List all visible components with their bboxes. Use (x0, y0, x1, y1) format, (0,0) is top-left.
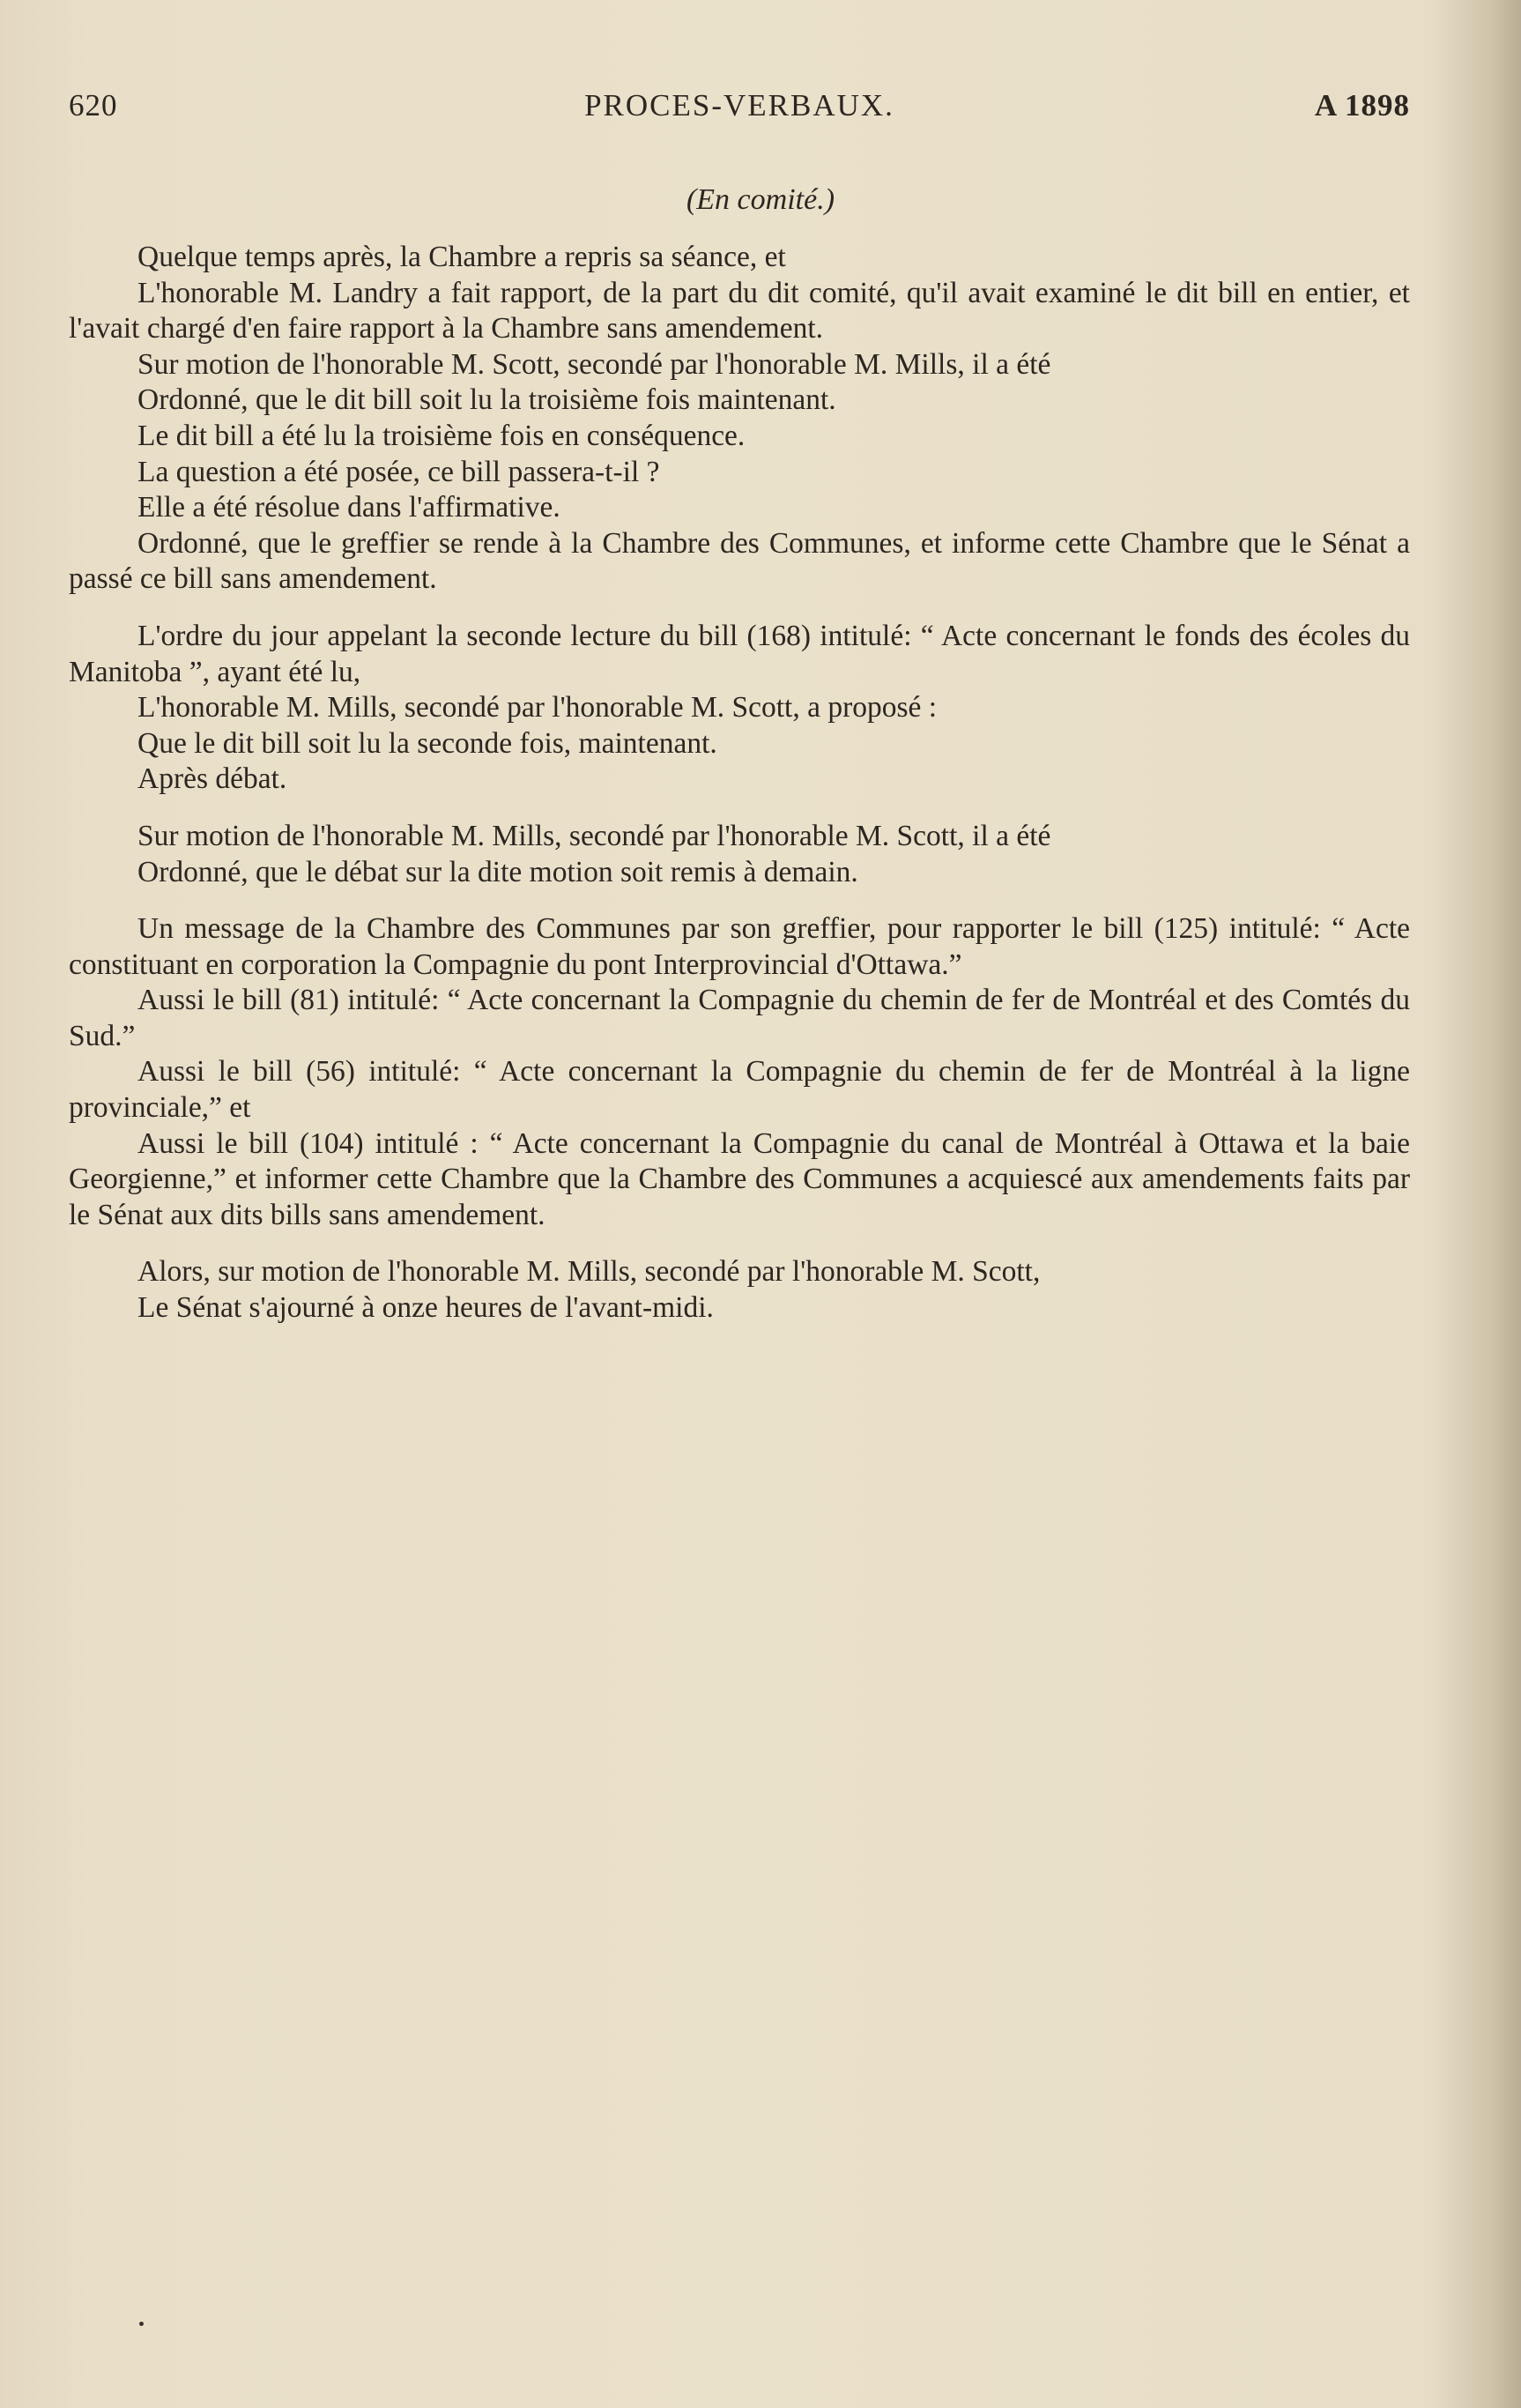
running-title: PROCES-VERBAUX. (584, 88, 894, 123)
paragraph: Alors, sur motion de l'honorable M. Mills, secondé par l'honorable M. Scott, (137, 1255, 1041, 1289)
paragraph: L'honorable M. Mills, secondé par l'honorable M. Scott, a proposé : (137, 691, 938, 725)
sessional-year: A 1898 (1314, 88, 1410, 123)
page-number: 620 (69, 88, 118, 123)
section-subheading: (En comité.) (686, 183, 835, 216)
paragraph: Que le dit bill soit lu la seconde fois, maintenant. (137, 726, 717, 760)
paragraph: Ordonné, que le greffier se rende à la Chambre des Communes, et informe cette Chambre que le Sénat a passé ce bill sans amendement. (69, 526, 1410, 596)
paragraph: Aussi le bill (104) intitulé : “ Acte concernant la Compagnie du canal de Montréal à Ottawa et la baie Georgienne,” et informer cette Chambre que la Chambre des Communes a acquiescé aux amendements faits par le Sénat aux dits bills sans amendement. (69, 1126, 1410, 1231)
body-text (69, 240, 1410, 1327)
paragraph: Aussi le bill (81) intitulé: “ Acte concernant la Compagnie du chemin de fer de Montréal et des Comtés du Sud.” (69, 984, 1410, 1052)
ink-speck (139, 2322, 144, 2326)
paragraph: Le dit bill a été lu la troisième fois en conséquence. (137, 419, 746, 452)
paragraph: Sur motion de l'honorable M. Scott, secondé par l'honorable M. Mills, il a été (137, 347, 1051, 381)
paragraph: Quelque temps après, la Chambre a repris sa séance, et (137, 241, 786, 273)
paragraph: Elle a été résolue dans l'affirmative. (137, 491, 560, 524)
paragraph: Après débat. (137, 762, 287, 796)
paragraph: Sur motion de l'honorable M. Mills, secondé par l'honorable M. Scott, il a été (137, 819, 1051, 852)
page-header (69, 88, 1410, 132)
paragraph: Ordonné, que le dit bill soit lu la troisième fois maintenant. (137, 383, 836, 417)
paragraph: Aussi le bill (56) intitulé: “ Acte concernant la Compagnie du chemin de fer de Montréal à la ligne provinciale,” et (69, 1055, 1410, 1125)
paragraph: Ordonné, que le débat sur la dite motion soit remis à demain. (137, 855, 858, 888)
paragraph: L'honorable M. Landry a fait rapport, de la part du dit comité, qu'il avait examiné le dit bill en entier, et l'avait chargé d'en faire rapport à la Chambre sans amendement. (69, 276, 1410, 346)
paragraph: Un message de la Chambre des Communes par son greffier, pour rapporter le bill (125) intitulé: “ Acte constituant en corporation la Compagnie du pont Interprovincial d'Ottawa.” (69, 912, 1410, 981)
paragraph: L'ordre du jour appelant la seconde lecture du bill (168) intitulé: “ Acte concernant le fonds des écoles du Manitoba ”, ayant été lu, (69, 619, 1410, 688)
paragraph: La question a été posée, ce bill passera-t-il ? (137, 455, 660, 488)
paragraph: Le Sénat s'ajourné à onze heures de l'avant-midi. (137, 1291, 714, 1325)
